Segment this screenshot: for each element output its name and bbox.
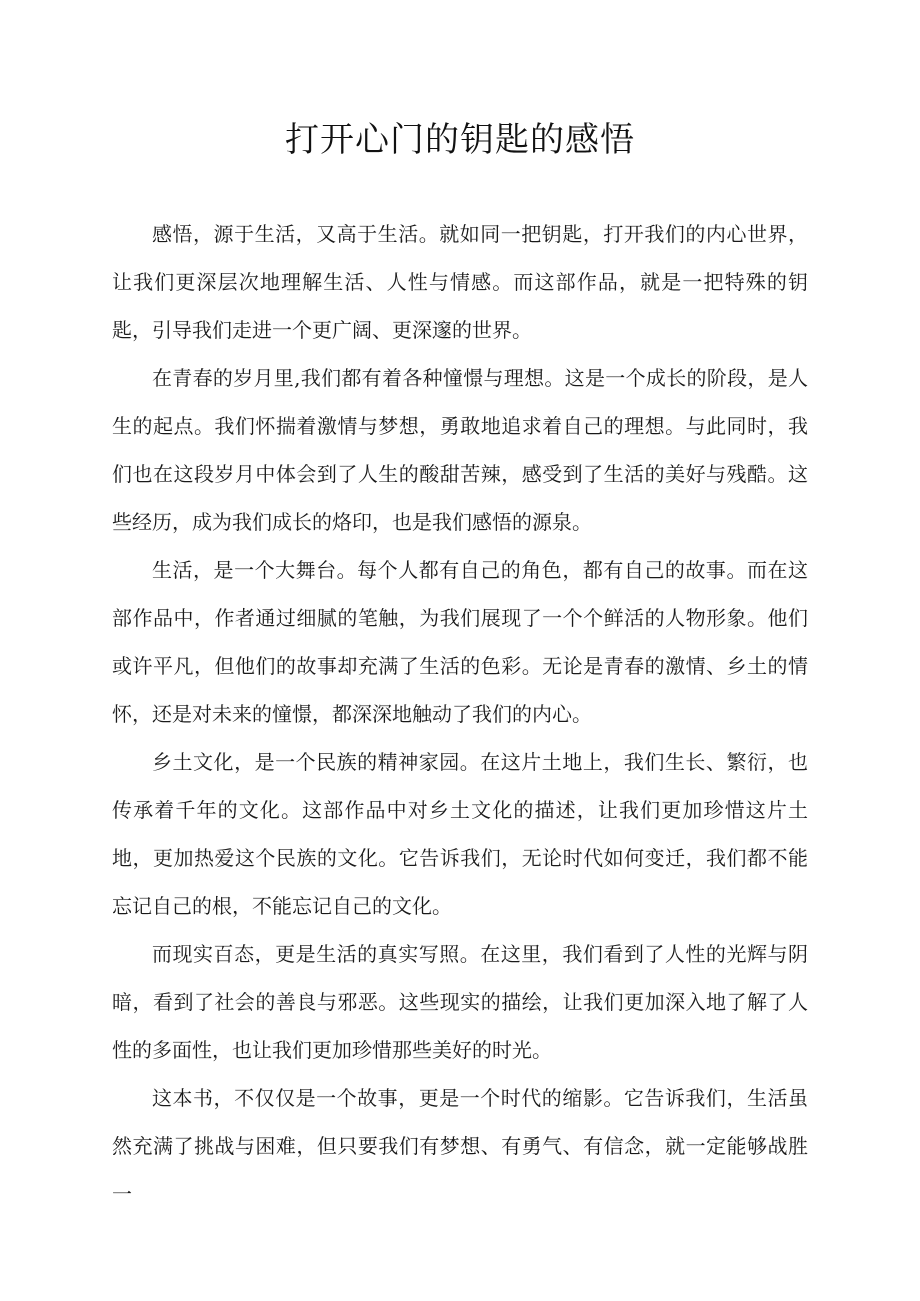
document-title: 打开心门的钥匙的感悟 <box>285 120 635 160</box>
document-body <box>112 210 808 1218</box>
paragraph-3: 生活，是一个大舞台。每个人都有自己的角色，都有自己的故事。而在这部作品中，作者通过细腻的笔触，为我们展现了一个个鲜活的人物形象。他们或许平凡，但他们的故事却充满了生活的色彩。无论是青春的激情、乡土的情怀，还是对未来的憧憬，都深深地触动了我们的内心。 <box>112 558 808 726</box>
paragraph-2: 在青春的岁月里,我们都有着各种憧憬与理想。这是一个成长的阶段，是人生的起点。我们怀揣着激情与梦想，勇敢地追求着自己的理想。与此同时，我们也在这段岁月中体会到了人生的酸甜苦辣，感受到了生活的美好与残酷。这些经历，成为我们成长的烙印，也是我们感悟的源泉。 <box>112 366 808 534</box>
paragraph-1: 感悟，源于生活，又高于生活。就如同一把钥匙，打开我们的内心世界，让我们更深层次地理解生活、人性与情感。而这部作品，就是一把特殊的钥匙，引导我们走进一个更广阔、更深邃的世界。 <box>112 222 808 342</box>
paragraph-5: 而现实百态，更是生活的真实写照。在这里，我们看到了人性的光辉与阴暗，看到了社会的善良与邪恶。这些现实的描绘，让我们更加深入地了解了人性的多面性，也让我们更加珍惜那些美好的时光。 <box>112 942 808 1062</box>
paragraph-6: 这本书，不仅仅是一个故事，更是一个时代的缩影。它告诉我们，生活虽然充满了挑战与困难，但只要我们有梦想、有勇气、有信念，就一定能够战胜一 <box>112 1086 808 1206</box>
paragraph-4: 乡土文化，是一个民族的精神家园。在这片土地上，我们生长、繁衍，也传承着千年的文化。这部作品中对乡土文化的描述，让我们更加珍惜这片土地，更加热爱这个民族的文化。它告诉我们，无论时代如何变迁，我们都不能忘记自己的根，不能忘记自己的文化。 <box>112 750 808 918</box>
